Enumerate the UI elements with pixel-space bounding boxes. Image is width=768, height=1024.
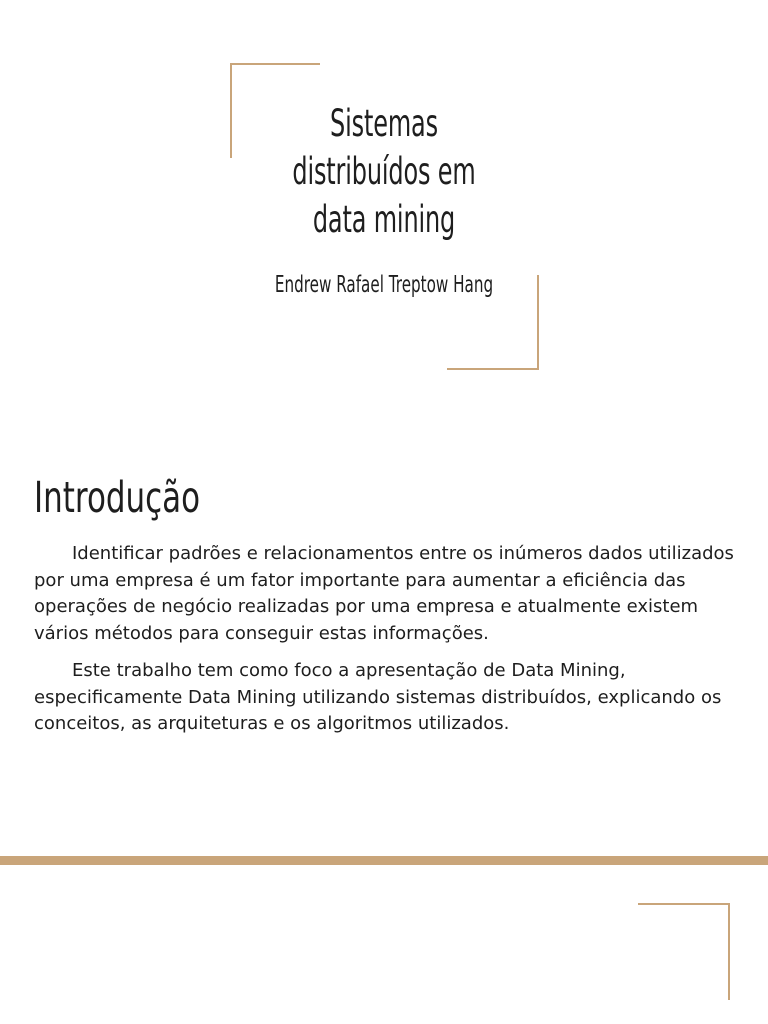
title-line-3: data mining [312, 198, 456, 241]
decorative-corner-line [230, 63, 320, 65]
decorative-corner-line [728, 903, 730, 1000]
section-heading: Introdução [34, 473, 201, 523]
title-line-2: distribuídos em [292, 150, 476, 193]
page-divider [0, 856, 768, 865]
title-line-1: Sistemas [330, 102, 438, 145]
decorative-corner-line [230, 63, 232, 158]
document-title [276, 100, 492, 244]
body-paragraph: Este trabalho tem como foco a apresentação de Data Mining, especificamente Data Mining utilizando sistemas distribuídos, explicando os conceitos, as arquiteturas e os algoritmos utilizados. [34, 660, 722, 734]
decorative-corner-line [447, 368, 539, 370]
decorative-corner-line [638, 903, 730, 905]
decorative-corner-line [537, 275, 539, 370]
body-paragraph: Identificar padrões e relacionamentos entre os inúmeros dados utilizados por uma empresa é um fator importante para aumentar a eficiência das operações de negócio realizadas por uma empresa e atualmente existem vários métodos para conseguir estas informações. [34, 543, 734, 644]
section-body [34, 541, 740, 749]
author-name: Endrew Rafael Treptow Hang [274, 272, 494, 298]
